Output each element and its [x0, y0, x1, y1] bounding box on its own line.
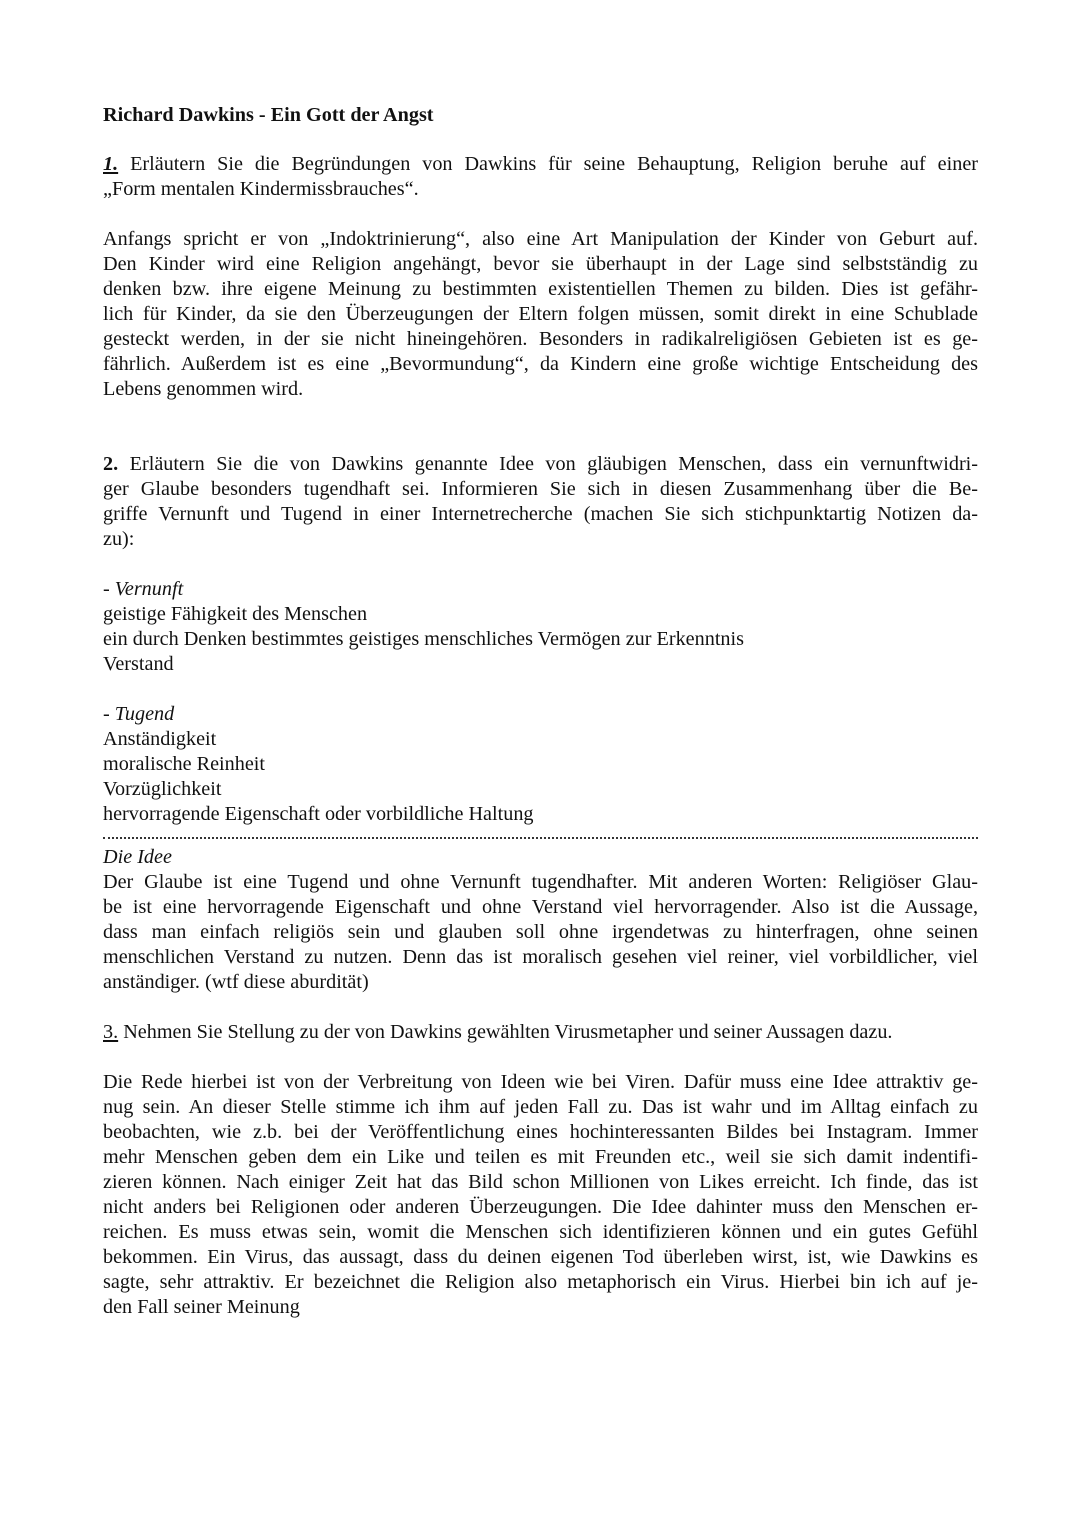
- answer-1-line: gesteckt werden, in der sie nicht hineingehören. Besonders in radikalreligiösen Gebieten ist es ge-: [103, 328, 978, 350]
- tugend-heading: - Tugend: [103, 703, 175, 725]
- answer-3-line: mehr Menschen geben dem ein Like und teilen es mit Freunden etc., weil sie sich damit indentifi-: [103, 1146, 978, 1168]
- vernunft-heading: - Vernunft: [103, 578, 184, 600]
- question-1-line-1: 1. Erläutern Sie die Begründungen von Dawkins für seine Behauptung, Religion beruhe auf einer: [103, 153, 978, 175]
- question-1-line-2: „Form mentalen Kindermissbrauches“.: [103, 178, 419, 200]
- question-3: [103, 1020, 978, 1045]
- question-3-number: 3.: [103, 1021, 119, 1043]
- answer-1-line: fährlich. Außerdem ist es eine „Bevormundung“, da Kindern eine große wichtige Entscheidung des: [103, 353, 978, 375]
- question-3-line: 3. Nehmen Sie Stellung zu der von Dawkins gewählten Virusmetapher und seiner Aussagen dazu.: [103, 1021, 893, 1043]
- idee-line: anständiger. (wtf diese aburdität): [103, 971, 369, 993]
- answer-3-line: nug sein. An dieser Stelle stimme ich ihm auf jeden Fall zu. Das ist wahr und im Alltag einfach zu: [103, 1096, 978, 1118]
- dotted-divider: [103, 837, 978, 839]
- answer-1-line: denken bzw. ihre eigene Meinung zu bestimmten existentiellen Themen zu bilden. Dies ist gefähr-: [103, 278, 978, 300]
- idee-line: menschlichen Verstand zu nutzen. Denn das ist moralisch gesehen viel reiner, viel vorbildlicher, viel: [103, 946, 978, 968]
- question-2-number: 2.: [103, 453, 119, 475]
- answer-3-line: beobachten, wie z.b. bei der Veröffentlichung eines hochinteressanten Bildes bei Instagram. Immer: [103, 1121, 978, 1143]
- question-1-number: 1.: [103, 153, 119, 175]
- tugend-item: Anständigkeit: [103, 728, 217, 750]
- idee-line: be ist eine hervorragende Eigenschaft und ohne Verstand viel hervorragender. Also ist die Aussage,: [103, 896, 978, 918]
- answer-3-line: nicht anders bei Religionen oder anderen Überzeugungen. Die Idee dahinter muss den Menschen er-: [103, 1196, 978, 1218]
- document-title: Richard Dawkins - Ein Gott der Angst: [103, 104, 434, 126]
- answer-3-line: bekommen. Ein Virus, das aussagt, dass du deinen eigenen Tod überleben wirst, ist, wie Dawkins es: [103, 1246, 978, 1268]
- idee-heading: Die Idee: [103, 846, 172, 868]
- document-page: [103, 103, 978, 1320]
- question-2-line: griffe Vernunft und Tugend in einer Internetrecherche (machen Sie sich stichpunktartig Notizen da-: [103, 503, 978, 525]
- vernunft-item: geistige Fähigkeit des Menschen: [103, 603, 368, 625]
- vernunft-item: ein durch Denken bestimmtes geistiges menschliches Vermögen zur Erkenntnis: [103, 628, 744, 650]
- answer-3-line: Die Rede hierbei ist von der Verbreitung von Ideen wie bei Viren. Dafür muss eine Idee attraktiv ge-: [103, 1071, 978, 1093]
- answer-3-line: den Fall seiner Meinung: [103, 1296, 300, 1318]
- idee-line: Der Glaube ist eine Tugend und ohne Vernunft tugendhafter. Mit anderen Worten: Religiöser Glau-: [103, 871, 978, 893]
- answer-1-line: lich für Kinder, da sie den Überzeugungen der Eltern folgen müssen, somit direkt in eine Schublade: [103, 303, 978, 325]
- answer-1-line: Lebens genommen wird.: [103, 378, 304, 400]
- tugend-item: hervorragende Eigenschaft oder vorbildliche Haltung: [103, 803, 534, 825]
- answer-1-line: Den Kinder wird eine Religion angehängt, bevor sie überhaupt in der Lage sind selbstständig zu: [103, 253, 978, 275]
- answer-3-line: zieren können. Nach einiger Zeit hat das Bild schon Millionen von Likes erreicht. Ich finde, das ist: [103, 1171, 978, 1193]
- tugend-notes: [103, 702, 978, 827]
- vernunft-item: Verstand: [103, 653, 174, 675]
- tugend-item: moralische Reinheit: [103, 753, 266, 775]
- tugend-item: Vorzüglichkeit: [103, 778, 222, 800]
- answer-1: [103, 227, 978, 402]
- question-2-line-1: 2. Erläutern Sie die von Dawkins genannte Idee von gläubigen Menschen, dass ein vernunftwidri-: [103, 453, 978, 475]
- answer-3-line: sagte, sehr attraktiv. Er bezeichnet die Religion also metaphorisch ein Virus. Hierbei bin ich auf je-: [103, 1271, 978, 1293]
- idee-line: dass man einfach religiös sein und glauben soll ohne irgendetwas zu hinterfragen, ohne seinen: [103, 921, 978, 943]
- idee-section: [103, 845, 978, 995]
- question-2-line: zu):: [103, 528, 135, 550]
- question-1: [103, 152, 978, 202]
- vernunft-notes: [103, 577, 978, 677]
- answer-3: [103, 1070, 978, 1320]
- answer-1-line: Anfangs spricht er von „Indoktrinierung“, also eine Art Manipulation der Kinder von Geburt auf.: [103, 228, 978, 250]
- question-2-line: ger Glaube besonders tugendhaft sei. Informieren Sie sich in diesen Zusammenhang über die Be-: [103, 478, 978, 500]
- question-2: [103, 452, 978, 552]
- answer-3-line: reichen. Es muss etwas sein, womit die Menschen sich identifizieren können und ein gutes Gefühl: [103, 1221, 978, 1243]
